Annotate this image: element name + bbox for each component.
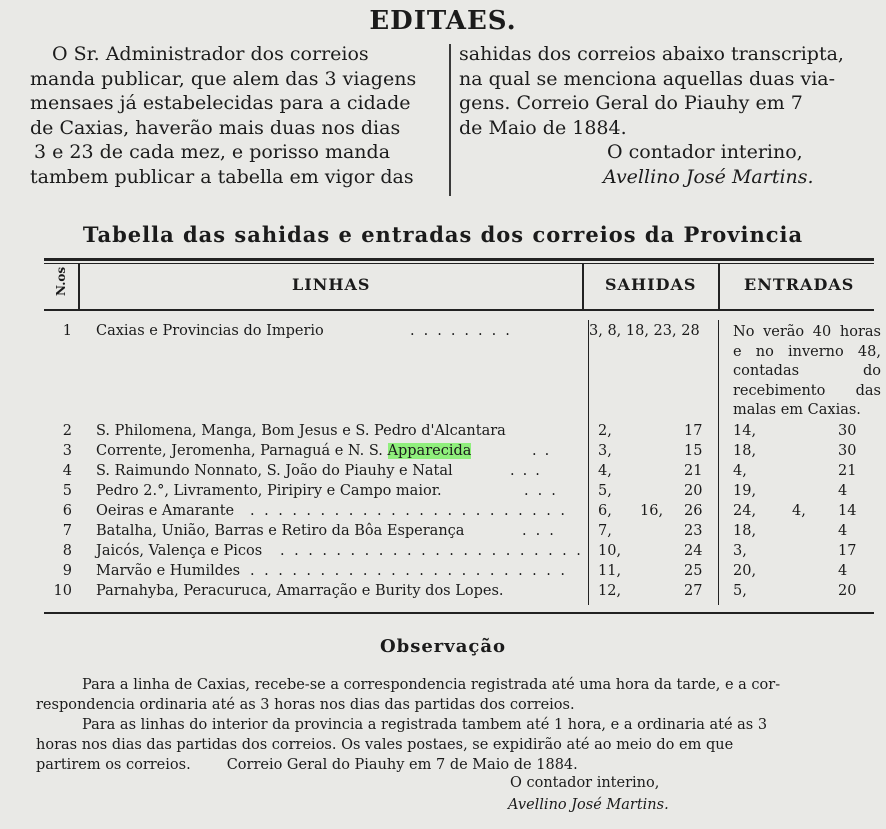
leader-dots: .. (532, 443, 558, 459)
arrival-1: 14, (733, 423, 757, 439)
leader-dots: ... (522, 523, 563, 539)
row-number: 5 (62, 483, 72, 499)
header-departures: SAHIDAS (605, 275, 697, 294)
observation-title: Observação (379, 636, 507, 657)
table-row (0, 463, 886, 483)
notice-line: manda publicar, que alem das 3 viagens (30, 67, 417, 90)
arrival-3: 20 (838, 583, 857, 599)
row-number: 4 (62, 463, 72, 479)
departure-2: 16, (640, 503, 664, 519)
notice-line: tambem publicar a tabella em vigor das (30, 165, 414, 188)
row-number: 9 (62, 563, 72, 579)
arrival-1: 24, (733, 503, 757, 519)
departure-3: 27 (684, 583, 703, 599)
arrival-1: 20, (733, 563, 757, 579)
notice-line: na qual se menciona aquellas duas via- (459, 67, 836, 90)
departure-1: 3, (598, 443, 612, 459)
departure-3: 20 (684, 483, 703, 499)
departure-3: 21 (684, 463, 703, 479)
notice-signature-role: O contador interino, (607, 141, 803, 163)
row-number: 10 (53, 583, 72, 599)
row-line: Jaicós, Valença e Picos (96, 543, 263, 559)
row-number: 8 (62, 543, 72, 559)
observation-line: horas nos dias das partidas dos correios. Os vales postaes, se expidirão até ao meio do em que (36, 737, 734, 753)
departure-3: 24 (684, 543, 703, 559)
departure-1: 10, (598, 543, 622, 559)
arrival-1: 5, (733, 583, 747, 599)
departure-1: 12, (598, 583, 622, 599)
observation-signature (510, 772, 669, 816)
arrival-3: 4 (838, 523, 848, 539)
notice-line: de Caxias, haverão mais duas nos dias (30, 116, 401, 139)
row-number: 6 (62, 503, 72, 519)
row-number: 3 (62, 443, 72, 459)
arrival-3: 21 (838, 463, 857, 479)
highlighted-word: Apparecida (387, 443, 472, 459)
arrival-3: 30 (838, 443, 857, 459)
notice-left-column (30, 42, 442, 189)
table-row (0, 503, 886, 523)
header-lines: LINHAS (292, 275, 371, 294)
observation-line: Para a linha de Caxias, recebe-se a correspondencia registrada até uma hora da tarde, e a cor- (82, 677, 781, 693)
table-bottom-rule (44, 612, 874, 614)
arrival-1: 19, (733, 483, 757, 499)
table-title: Tabella das sahidas e entradas dos correios da Provincia (82, 222, 804, 247)
leader-dots: ........ (410, 323, 519, 339)
leader-dots: ....................... (250, 503, 575, 519)
observation-line-last (36, 755, 880, 775)
table-row (0, 423, 886, 443)
departure-1: 4, (598, 463, 612, 479)
observation-signature-role: O contador interino, (510, 775, 660, 791)
departure-3: 15 (684, 443, 703, 459)
page-title: EDITAES. (369, 6, 517, 36)
row-line: Oeiras e Amarante (96, 503, 235, 519)
observation-dateline: Correio Geral do Piauhy em 7 de Maio de 1884. (226, 757, 578, 773)
row-number: 7 (62, 523, 72, 539)
leader-dots: ... (524, 483, 565, 499)
departure-3: 23 (684, 523, 703, 539)
notice-line: gens. Correio Geral do Piauhy em 7 (459, 92, 803, 114)
departure-1: 2, (598, 423, 612, 439)
notice-line: de Maio de 1884. (459, 116, 627, 139)
arrival-3: 30 (838, 423, 857, 439)
row-arrivals-note: No verão 40 horas e no inverno 48, contadas do recebimento das malas em Caxias. (733, 324, 881, 418)
row-line: S. Raimundo Nonnato, S. João do Piauhy e Natal (96, 463, 453, 479)
row-line: Pedro 2.°, Livramento, Piripiry e Campo maior. (96, 483, 442, 499)
table-row (0, 443, 886, 463)
table-row (0, 583, 886, 603)
departure-1: 5, (598, 483, 612, 499)
leader-dots: ...................... (280, 543, 591, 559)
notice-line: mensaes já estabelecidas para a cidade (30, 92, 411, 114)
notice-line: 3 e 23 de cada mez, e porisso manda (34, 141, 391, 163)
row-departures: 3, 8, 18, 23, 28 (589, 323, 700, 339)
row-number: 1 (62, 323, 72, 339)
arrival-3: 17 (838, 543, 857, 559)
departure-1: 6, (598, 503, 612, 519)
departure-1: 11, (598, 563, 622, 579)
notice-signature-name: Avellino José Martins. (603, 165, 814, 188)
observation-line: partirem os correios. (36, 757, 191, 773)
notice-right-column (459, 42, 869, 189)
table-row (0, 543, 886, 563)
arrival-1: 18, (733, 443, 757, 459)
column-divider (449, 44, 451, 196)
observation-signature-name: Avellino José Martins. (508, 797, 669, 813)
header-arrivals: ENTRADAS (744, 275, 855, 294)
row-line: S. Philomena, Manga, Bom Jesus e S. Pedro d'Alcantara (96, 423, 506, 439)
notice-line: sahidas dos correios abaixo transcripta, (459, 43, 844, 65)
arrival-1: 4, (733, 463, 747, 479)
departure-3: 25 (684, 563, 703, 579)
arrival-3: 4 (838, 483, 848, 499)
row-line: Caxias e Provincias do Imperio (96, 323, 324, 339)
departure-3: 26 (684, 503, 703, 519)
arrival-3: 4 (838, 563, 848, 579)
table-vline-no (78, 263, 80, 310)
notice-line: O Sr. Administrador dos correios (52, 43, 369, 65)
row-line: Marvão e Humildes (96, 563, 241, 579)
departure-1: 7, (598, 523, 612, 539)
departure-3: 17 (684, 423, 703, 439)
header-number: N.os (54, 266, 68, 296)
arrival-1: 3, (733, 543, 747, 559)
table-header-rule (44, 309, 874, 311)
observation-text (36, 675, 880, 775)
arrival-2: 4, (792, 503, 806, 519)
row-line (96, 443, 471, 459)
table-top-rule (44, 258, 874, 261)
table-vline-lines (582, 263, 584, 310)
leader-dots: ....................... (250, 563, 575, 579)
table-vline-departures (718, 263, 720, 310)
observation-line: respondencia ordinaria até as 3 horas nos dias das partidas dos correios. (36, 697, 575, 713)
table-row (0, 563, 886, 583)
arrival-3: 14 (838, 503, 857, 519)
arrival-1: 18, (733, 523, 757, 539)
row-line-text: Corrente, Jeromenha, Parnaguá e N. S. (96, 443, 388, 459)
row-line: Parnahyba, Peracuruca, Amarração e Burity dos Lopes. (96, 583, 504, 599)
observation-line: Para as linhas do interior da provincia a registrada tambem até 1 hora, e a ordinaria até as 3 (82, 717, 768, 733)
table-row (0, 523, 886, 543)
table-row (0, 483, 886, 503)
row-number: 2 (62, 423, 72, 439)
row-line: Batalha, União, Barras e Retiro da Bôa Esperança (96, 523, 465, 539)
leader-dots: ... (510, 463, 548, 479)
table-top-rule-thin (44, 263, 874, 264)
